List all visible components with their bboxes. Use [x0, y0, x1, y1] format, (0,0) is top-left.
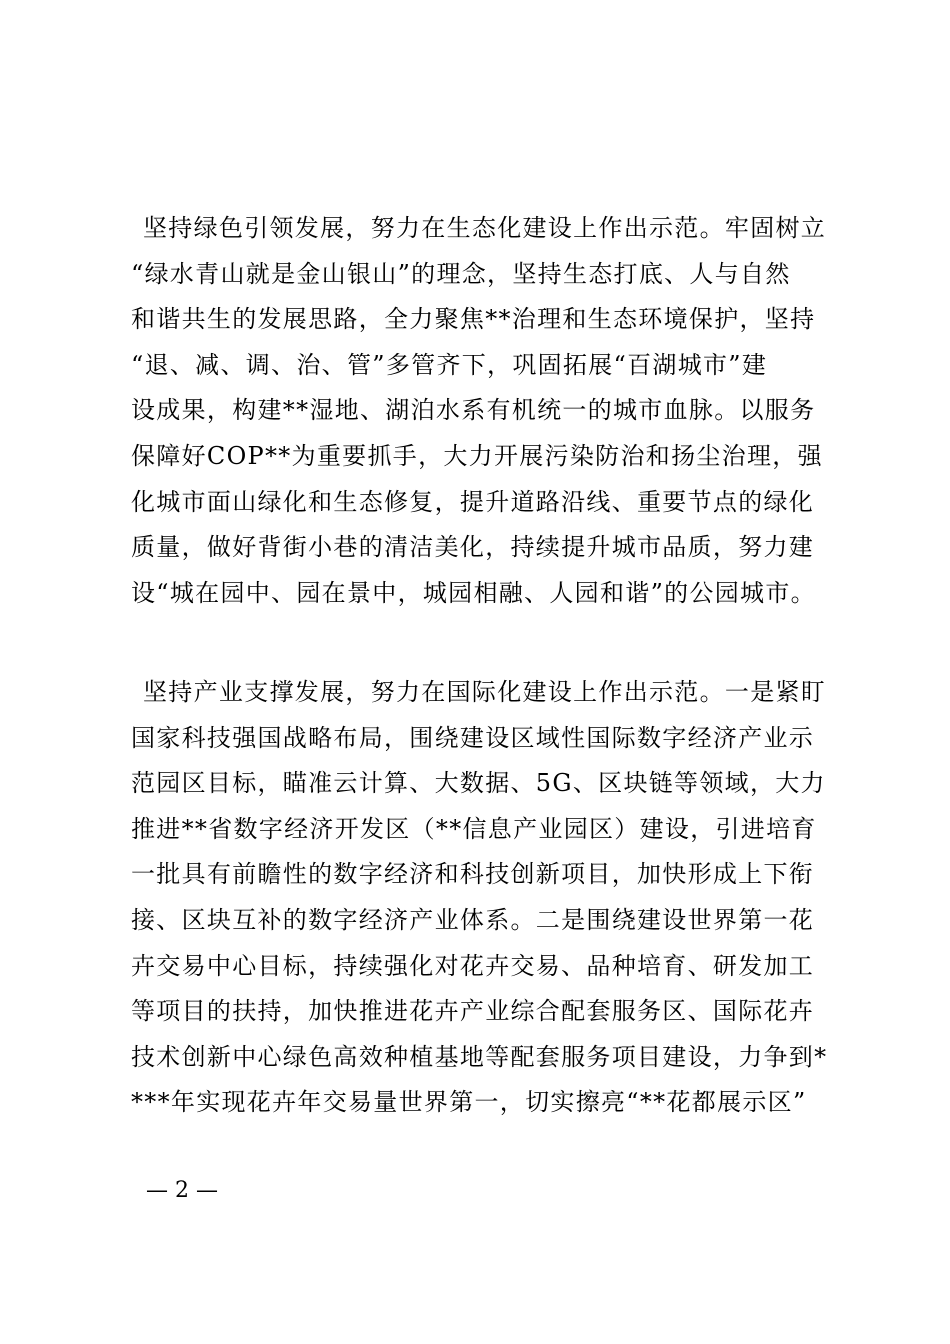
paragraph-line: 推进**省数字经济开发区（**信息产业园区）建设，引进培育: [131, 814, 817, 843]
paragraph-line: 等项目的扶持，加快推进花卉产业综合配套服务区、国际花卉: [131, 997, 815, 1026]
paragraph-line: 设“城在园中、园在景中，城园相融、人园和谐”的公园城市。: [131, 578, 816, 607]
paragraph-line: 设成果，构建**湿地、湖泊水系有机统一的城市血脉。以服务: [131, 396, 816, 425]
paragraph-line: 保障好COP**为重要抓手，大力开展污染防治和扬尘治理，强: [131, 441, 823, 470]
paragraph-line: 化城市面山绿化和生态修复，提升道路沿线、重要节点的绿化: [131, 487, 815, 516]
paragraph-line: 技术创新中心绿色高效种植基地等配套服务项目建设，力争到*: [131, 1042, 828, 1071]
paragraph-line: 卉交易中心目标，持续强化对花卉交易、品种培育、研发加工: [131, 951, 815, 980]
paragraph-line: 国家科技强国战略布局，围绕建设区域性国际数字经济产业示: [131, 723, 815, 752]
paragraph-line: 和谐共生的发展思路，全力聚焦**治理和生态环境保护，坚持: [131, 305, 816, 334]
paragraph-line: “退、减、调、治、管”多管齐下，巩固拓展“百湖城市”建: [131, 350, 768, 379]
paragraph-line: 一批具有前瞻性的数字经济和科技创新项目，加快形成上下衔: [131, 860, 815, 889]
paragraph-line: 坚持产业支撑发展，努力在国际化建设上作出示范。一是紧盯: [143, 678, 827, 706]
paragraph-line: 接、区块互补的数字经济产业体系。二是围绕建设世界第一花: [131, 905, 815, 934]
paragraph-industry: [131, 670, 843, 1126]
paragraph-line: ***年实现花卉年交易量世界第一，切实擦亮“**花都展示区”: [131, 1088, 807, 1117]
paragraph-line: “绿水青山就是金山银山”的理念，坚持生态打底、人与自然: [131, 259, 791, 288]
paragraph-ecology: [131, 206, 843, 616]
paragraph-line: 坚持绿色引领发展，努力在生态化建设上作出示范。牢固树立: [143, 214, 827, 242]
page-number: — 2 —: [146, 1178, 218, 1203]
paragraph-line: 质量，做好背街小巷的清洁美化，持续提升城市品质，努力建: [131, 533, 815, 562]
paragraph-line: 范园区目标，瞄准云计算、大数据、5G、区块链等领域，大力: [131, 769, 826, 798]
